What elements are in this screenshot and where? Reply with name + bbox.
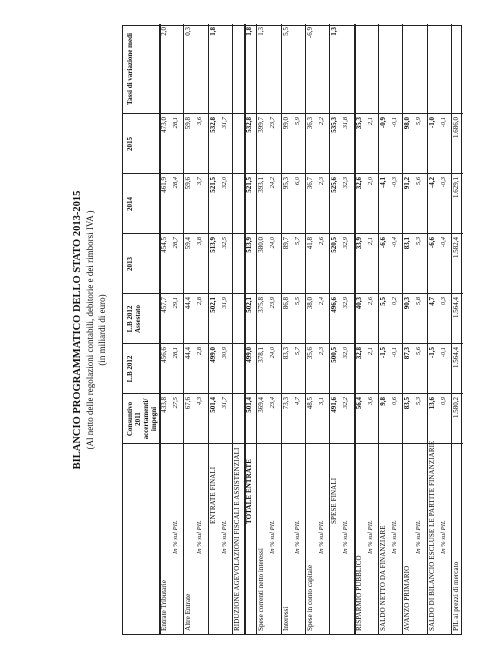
table-cell: 28,1 [172,347,180,359]
column-divider [123,293,463,294]
column-divider [123,443,463,444]
table-cell: 1.580,2 [451,397,460,418]
row-label: In % sul PIL [196,520,204,554]
table-cell: -1,0 [427,117,436,129]
table-cell: 90,3 [403,297,412,310]
table-cell: 5,6 [415,347,423,356]
row-label: PIL ai prezzi di mercato [451,561,460,631]
table-cell: 32,0 [220,177,228,189]
table-cell: 457,7 [160,297,168,313]
table-cell: -1,5 [378,347,387,359]
table-cell: 35,6 [305,347,314,360]
row-label: In % sul PIL [318,520,326,554]
table-cell: 2,3 [318,177,326,186]
row-label: In % sul PIL [366,520,374,554]
table-cell: 0,3 [439,297,447,306]
table-cell: 5,5 [293,297,301,306]
table-cell: 499,0 [245,347,254,363]
table-cell: 1.582,4 [451,237,460,258]
table-cell: 83,3 [281,347,290,360]
table-cell: -6,6 [427,237,436,249]
row-label: In % sul PIL [269,520,277,554]
table-cell: 32,3 [342,177,350,189]
table-cell: 2,1 [366,237,374,246]
row-divider [183,24,184,634]
table-cell: 3,7 [196,177,204,186]
table-cell: -0,3 [439,177,447,188]
table-cell: 2,0 [366,177,374,186]
table-cell: 5,5 [281,27,290,36]
table-cell: 2,8 [196,347,204,356]
table-cell: 36,7 [305,177,314,190]
row-label: In % sul PIL [220,520,228,554]
table-cell: 0,9 [439,397,447,406]
table-cell: -0,9 [378,117,387,129]
table-cell: 1,3 [257,27,266,36]
table-cell: 31,7 [220,397,228,409]
table-cell: 4,7 [427,297,436,306]
table-cell: 5,3 [415,397,423,406]
table-cell: 44,4 [184,347,193,360]
table-cell: 454,5 [160,237,168,253]
table-cell: -0,4 [391,237,399,248]
table-cell: 24,2 [269,177,277,189]
table-cell: 378,1 [257,347,266,363]
table-cell: 28,7 [172,237,180,249]
row-divider [402,24,403,634]
table-cell: 9,8 [378,397,387,406]
table-cell: 380,0 [257,237,266,253]
table-cell: 5,5 [378,297,387,306]
table-cell: 5,3 [415,237,423,246]
table-cell: 23,7 [269,117,277,129]
row-divider [451,24,452,634]
row-label: TOTALE ENTRATE [245,458,254,524]
table-cell: 41,8 [305,237,314,250]
table-cell: 67,6 [184,397,193,410]
row-divider [208,24,209,634]
table-cell: 1.564,4 [451,347,460,368]
table-cell: 2,1 [366,347,374,356]
column-header: L.B 2012 Assestato [126,305,142,333]
table-cell: 56,4 [354,397,363,410]
table-cell: 521,5 [245,177,254,193]
table-cell: -0,1 [391,117,399,128]
row-divider [244,24,246,634]
table-cell: 461,9 [160,177,168,193]
table-cell: 4,3 [196,397,204,406]
table-cell: 83,5 [403,397,412,410]
table-cell: 501,4 [208,397,217,413]
column-divider [123,343,463,344]
column-divider [123,173,463,174]
table-cell: -0,1 [439,117,447,128]
table-cell: 500,5 [330,347,339,363]
table-cell: 23,9 [269,297,277,309]
table-cell: 0,3 [184,27,193,36]
table-cell: -6,9 [305,27,314,39]
document-title: BILANCIO PROGRAMMATICO DELLO STATO 2013-2015 [72,190,83,470]
table-cell: 91,2 [403,177,412,190]
table-cell: 6,0 [293,177,301,186]
document-units: (in miliardi di euro) [97,294,107,366]
table-cell: 532,8 [208,117,217,133]
table-cell: 499,0 [208,347,217,363]
table-cell: 32,2 [342,397,350,409]
row-label: AVANZO PRIMARIO [403,565,412,631]
table-cell: 1,8 [245,27,254,36]
table-cell: 1,8 [208,27,217,36]
table-cell: 40,3 [354,297,363,310]
table-cell: 521,5 [208,177,217,193]
row-divider [305,24,306,634]
table-cell: 2,3 [318,347,326,356]
rotated-table-page [70,25,465,635]
table-cell: 24,0 [269,237,277,249]
table-cell: 473,0 [160,117,168,133]
table-cell: 31,8 [342,117,350,129]
table-cell: 5,7 [293,237,301,246]
column-header: 2013 [126,257,134,271]
row-divider [329,24,330,634]
table-cell: 33,9 [354,237,363,250]
table-cell: -0,1 [439,347,447,358]
table-cell: 2,6 [366,297,374,306]
table-cell: 2,2 [318,117,326,126]
table-cell: -4,2 [427,177,436,189]
table-cell: 5,6 [415,177,423,186]
table-cell: 491,6 [330,397,339,413]
table-cell: 535,3 [330,117,339,133]
row-label: In % sul PIL [391,520,399,554]
table-cell: 59,6 [184,177,193,190]
table-cell: 393,1 [257,177,266,193]
row-label: SALDO NETTO DA FINANZIARE [378,525,387,631]
table-cell: 36,3 [305,117,314,130]
table-cell: 95,3 [281,177,290,190]
table-cell: 532,8 [245,117,254,133]
table-cell: 2,0 [160,27,168,36]
table-cell: 86,8 [281,297,290,310]
table-cell: -0,3 [391,177,399,188]
column-header: 2015 [126,137,134,151]
row-label: Spese correnti netto interessi [257,548,266,631]
row-divider [281,24,282,634]
table-cell: 87,3 [403,347,412,360]
table-cell: 1.686,0 [451,117,460,138]
column-header: Tassi di variazione medi [126,33,134,105]
table-cell: 31,9 [220,297,228,309]
row-label: In % sul PIL [439,520,447,554]
table-cell: 5,7 [293,347,301,356]
column-header: 2014 [126,197,134,211]
table-cell: 99,0 [281,117,290,130]
table-cell: 5,9 [293,117,301,126]
table-cell: 4,7 [293,397,301,406]
table-cell: 28,4 [172,177,180,189]
table-cell: 513,9 [208,237,217,253]
row-divider [256,24,257,634]
table-cell: 0,6 [391,397,399,406]
table-cell: 13,6 [427,397,436,410]
table-cell: 501,4 [245,397,254,413]
table-cell: 2,4 [318,297,326,306]
table-cell: 3,6 [366,397,374,406]
table-cell: 28,1 [172,117,180,129]
table-cell: 32,5 [220,237,228,249]
table-cell: 520,5 [330,237,339,253]
table-cell: 32,9 [342,237,350,249]
table-cell: 73,3 [281,397,290,410]
document-subtitle: (Al netto delle regolazioni contabili, debitorie e dei rimborsi IVA ) [85,210,95,450]
table-cell: 1,3 [330,27,339,36]
table-cell: 32,8 [354,347,363,360]
column-divider [123,233,463,234]
row-label: Entrate Tributarie [160,580,168,631]
row-label: RISPARMIO PUBBLICO [354,555,363,631]
column-header: L.B 2012 [126,355,134,383]
header-divider [159,24,161,634]
table-cell: 496,6 [330,297,339,313]
row-label: Interessi [281,606,290,631]
table-cell: -4,1 [378,177,387,189]
table-cell: 23,4 [269,397,277,409]
budget-table [122,25,462,635]
table-cell: 375,8 [257,297,266,313]
table-cell: 2,6 [318,237,326,246]
row-label: SPESE FINALI [330,477,339,524]
table-cell: 98,0 [403,117,412,130]
table-cell: 5,9 [415,117,423,126]
row-divider [354,24,356,634]
table-cell: 83,1 [403,237,412,250]
table-cell: 502,1 [208,297,217,313]
table-cell: 399,7 [257,117,266,133]
table-cell: -1,5 [427,347,436,359]
row-label: In % sul PIL [172,520,180,554]
table-cell: 59,8 [184,117,193,130]
row-label: In % sul PIL [293,520,301,554]
table-cell: 32,0 [342,347,350,359]
table-cell: 89,7 [281,237,290,250]
table-cell: 30,9 [220,347,228,359]
table-cell: 48,5 [305,397,314,410]
row-label: Spese in conto capitale [305,564,314,631]
table-cell: 2,1 [366,117,374,126]
table-cell: 3,6 [196,117,204,126]
table-cell: 44,4 [184,297,193,310]
table-cell: 513,9 [245,237,254,253]
table-cell: -0,1 [391,347,399,358]
table-cell: 29,1 [172,297,180,309]
row-label: RIDUZIONE AGEVOLAZIONI FISCALI E ASSISTENZIALI [232,447,241,631]
column-divider [123,113,463,114]
row-label: SALDO DI BILANCIO ESCLUSE LE PARTITE FINANZIARIE [427,440,436,631]
table-cell: 59,4 [184,237,193,250]
row-label: ENTRATE FINALI [208,466,217,524]
table-cell: 1.564,4 [451,297,460,318]
table-cell: 31,7 [220,117,228,129]
table-cell: -0,4 [439,237,447,248]
table-cell: 32,9 [342,297,350,309]
table-cell: 525,6 [330,177,339,193]
table-cell: 433,8 [160,397,168,413]
table-cell: 369,4 [257,397,266,413]
table-cell: 0,2 [391,297,399,306]
table-cell: 27,5 [172,397,180,409]
table-cell: 456,6 [160,347,168,363]
table-cell: 5,8 [415,297,423,306]
table-cell: 2,8 [196,297,204,306]
table-cell: 24,0 [269,347,277,359]
row-label: In % sul PIL [342,520,350,554]
table-cell: 32,6 [354,177,363,190]
column-header: Consuntivo 2011 accertamenti/ impegni [126,398,158,440]
table-cell: 502,1 [245,297,254,313]
table-cell: 35,3 [354,117,363,130]
table-cell: 3,1 [318,397,326,406]
table-cell: -6,6 [378,237,387,249]
table-cell: 3,8 [196,237,204,246]
table-cell: 38,0 [305,297,314,310]
row-label: In % sul PIL [415,520,423,554]
table-cell: 1.629,1 [451,177,460,198]
row-label: Altre Entrate [184,593,193,631]
column-divider [123,393,463,394]
